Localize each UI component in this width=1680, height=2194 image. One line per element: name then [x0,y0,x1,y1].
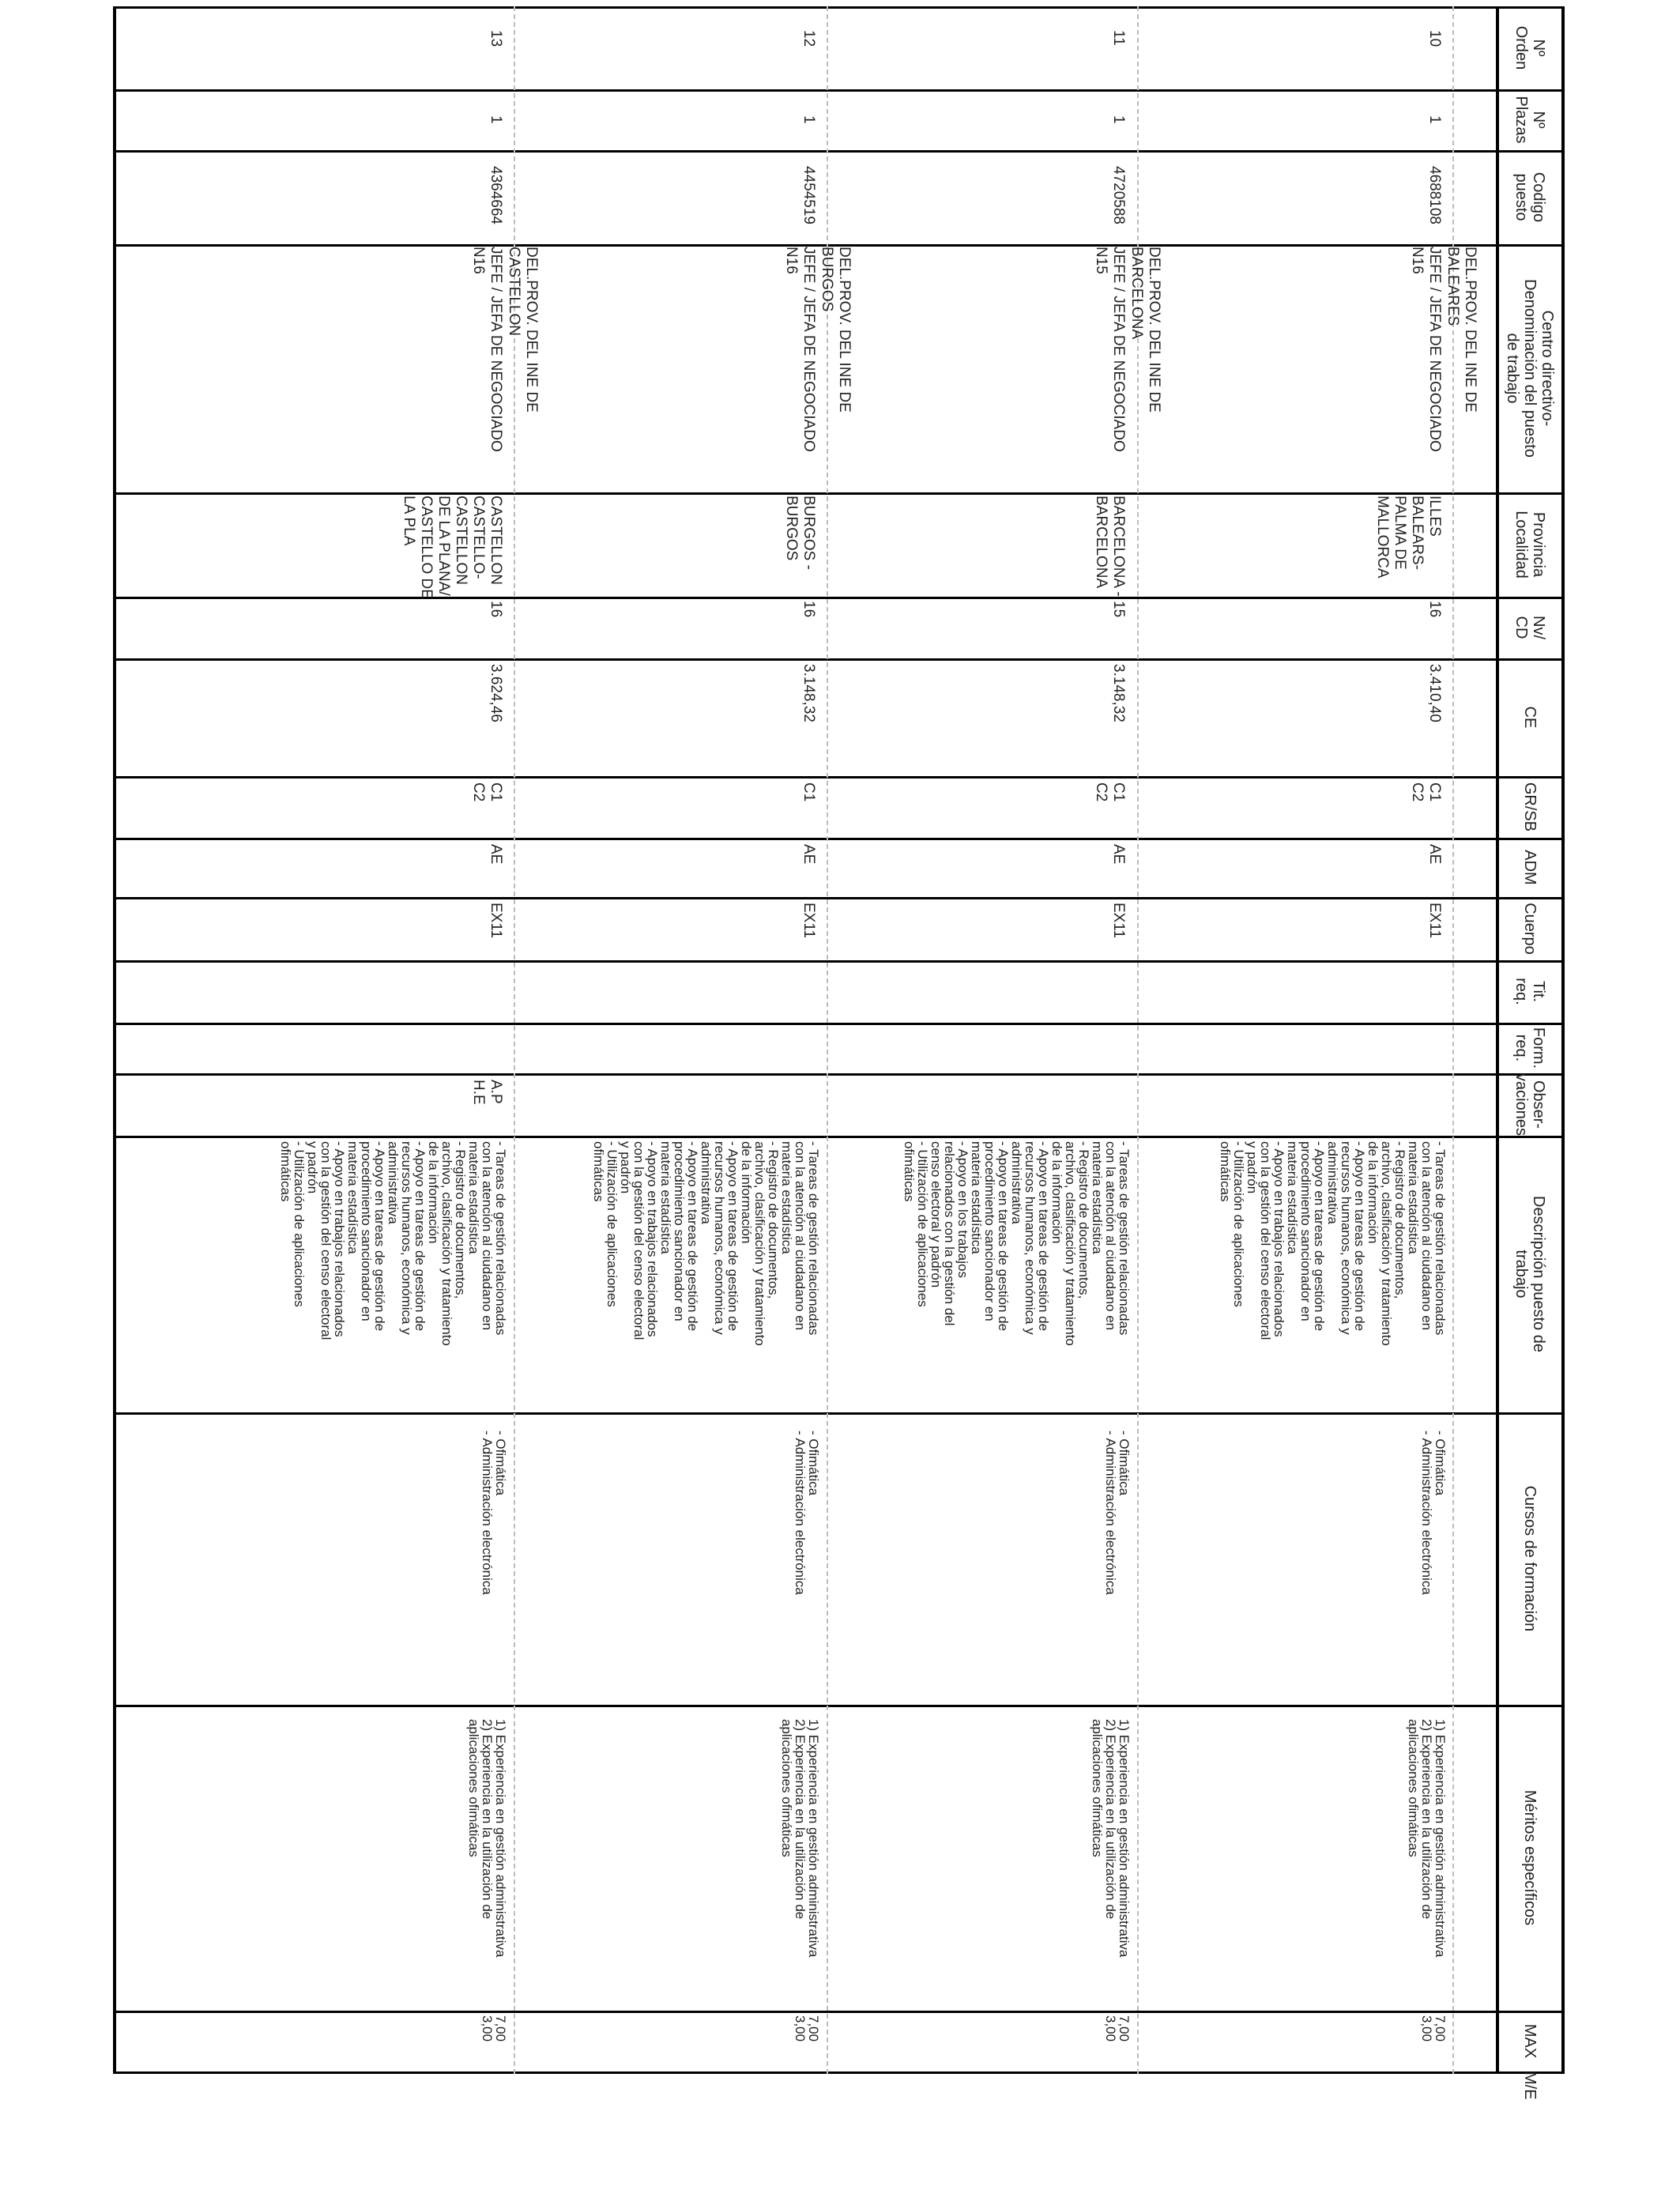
cell-provincia: BURGOS - BURGOS [783,496,817,570]
cell-grupo: C1 C2 [1093,782,1127,802]
cell-plazas: 1 [488,115,504,124]
cell-puesto: JEFE / JEFA DE NEGOCIADO N15 [1093,247,1127,452]
header-cursos: Cursos de formación [1521,1485,1539,1632]
cell-ce: 3.148,32 [1110,664,1127,722]
cell-orden: 11 [1110,30,1127,46]
cell-ce: 3.148,32 [800,664,817,722]
cell-descripcion: - Tareas de gestión relacionadas con la atención al ciudadano en materia estadística - Registro de documentos, archivo, clasificación y tratamiento de la información - Apoyo en tareas de gestión de recursos humanos, económica y administrativa - Apoyo en tareas de gestión de procedimiento sancionador en materia estadística - Apoyo en trabajos relacionados con la gestión del censo electoral y padrón - Utilización de aplicaciones ofimáticas [278,1141,508,1346]
cell-max: 7,00 3,00 [1103,2015,1132,2042]
cell-centro-unit: DEL.PROV. DEL INE DE BURGOS [819,247,853,413]
cell-plazas: 1 [1110,115,1127,124]
col-line-11 [114,1023,1565,1025]
cell-max: 7,00 3,00 [480,2015,508,2042]
cell-codigo: 4720588 [1110,166,1127,224]
cell-descripcion: - Tareas de gestión relacionadas con la atención al ciudadano en materia estadística - Registro de documentos, archivo, clasificación y tratamiento de la información - Apoyo en tareas de gestión de recursos humanos, económica y administrativa - Apoyo en tareas de gestión de procedimiento sancionador en materia estadística - Apoyo en los trabajos relacionados con la gestión del censo electoral y padrón - Utilización de aplicaciones ofimáticas [902,1141,1132,1346]
cell-descripcion: - Tareas de gestión relacionadas con la atención al ciudadano en materia estadística - Registro de documentos, archivo, clasificación y tratamiento de la información - Apoyo en tareas de gestión de recursos humanos, económica y administrativa - Apoyo en tareas de gestión de procedimiento sancionador en materia estadística - Apoyo en trabajos relacionados con la gestión del censo electoral y padrón - Utilización de aplicaciones ofimáticas [1218,1141,1448,1346]
header-ce: CE [1521,706,1539,729]
header-nivel: Nv/ CD [1512,616,1548,639]
col-line-6 [114,658,1565,661]
cell-puesto: JEFE / JEFA DE NEGOCIADO N16 [783,247,817,452]
header-cuerpo: Cuerpo [1521,903,1539,955]
cell-nivel: 15 [1110,601,1127,618]
col-line-13 [114,1136,1565,1138]
cell-cursos: - Ofimática - Administración electrónica [793,1431,821,1595]
header-adm: ADM [1521,850,1539,885]
cell-orden: 13 [488,30,504,47]
col-line-4 [114,492,1565,495]
cell-meritos: 1) Experiencia en gestión administrativa 2) Experiencia en la utilización de aplicaciones ofimáticas [466,1719,508,1958]
col-line-9 [114,897,1565,899]
header-plazas: Nº Plazas [1512,96,1548,144]
cell-centro-unit: DEL.PROV. DEL INE DE BALEARES [1445,247,1478,413]
cell-centro-unit: DEL.PROV. DEL INE DE CASTELLON [506,247,540,413]
cell-codigo: 4364664 [488,166,504,224]
col-line-0 [114,6,1565,9]
cell-cursos: - Ofimática - Administración electrónica [1103,1431,1132,1595]
header-tit: Tit. req. [1512,978,1548,1005]
cell-adm: AE [1426,844,1443,865]
header-orden: Nº Orden [1512,25,1548,70]
col-line-14 [114,1412,1565,1415]
col-line-7 [114,776,1565,778]
cell-cuerpo: EX11 [1426,903,1443,939]
col-line-16 [114,2011,1565,2013]
cell-provincia: CASTELLON CASTELLO- CASTELLON DE LA PLANA/ CASTELLO DE LA PLA [401,496,504,599]
cell-puesto: JEFE / JEFA DE NEGOCIADO N16 [1409,247,1443,452]
header-me: M/E [1521,2071,1539,2100]
cell-nivel: 16 [1426,601,1443,618]
cell-max: 7,00 3,00 [793,2015,821,2042]
header-descripcion: Descripción puesto de trabajo [1512,1196,1548,1352]
cell-meritos: 1) Experiencia en gestión administrativa 2) Experiencia en la utilización de aplicaciones ofimáticas [779,1719,821,1958]
cell-meritos: 1) Experiencia en gestión administrativa 2) Experiencia en la utilización de aplicaciones ofimáticas [1090,1719,1132,1958]
cell-obs: A.P H.E [470,1080,504,1105]
cell-max: 7,00 3,00 [1419,2015,1448,2042]
col-line-5 [114,597,1565,599]
cell-cuerpo: EX11 [488,903,504,939]
col-line-8 [114,838,1565,840]
col-line-10 [114,960,1565,963]
cell-cursos: - Ofimática - Administración electrónica [480,1431,508,1595]
cell-ce: 3.624,46 [488,664,504,722]
cell-grupo: C1 C2 [1409,782,1443,802]
header-centro: Centro directivo- Denominación del puesto de trabajo [1504,279,1557,458]
cell-orden: 12 [800,30,817,47]
cell-adm: AE [1110,844,1127,865]
header-form: Form. req. [1512,1027,1548,1069]
cell-provincia: BARCELONA - BARCELONA [1093,496,1127,597]
header-meritos: Méritos específicos [1521,1789,1539,1926]
cell-cuerpo: EX11 [800,903,817,939]
cell-puesto: JEFE / JEFA DE NEGOCIADO N16 [470,247,504,452]
cell-grupo: C1 C2 [470,782,504,802]
cell-provincia: ILLES BALEARS- PALMA DE MALLORCA [1374,496,1443,579]
col-line-2 [114,150,1565,153]
col-line-12 [114,1073,1565,1076]
header-obs: Obser- vaciones [1512,1073,1548,1136]
cell-nivel: 16 [488,601,504,618]
cell-cursos: - Ofimática - Administración electrónica [1419,1431,1448,1595]
table-top-border [1561,6,1565,2074]
cell-codigo: 4688108 [1426,166,1443,224]
cell-adm: AE [488,844,504,865]
cell-cuerpo: EX11 [1110,903,1127,939]
header-max: MAX [1521,2023,1539,2059]
cell-nivel: 16 [800,601,817,618]
cell-grupo: C1 [800,782,817,802]
header-codigo: Codigo puesto [1512,172,1548,223]
cell-adm: AE [800,844,817,865]
header-grupo: GR/SB [1521,782,1539,832]
cell-orden: 10 [1426,30,1443,47]
col-line-15 [114,1705,1565,1707]
cell-meritos: 1) Experiencia en gestión administrativa 2) Experiencia en la utilización de aplicaciones ofimáticas [1406,1719,1448,1958]
col-line-1 [114,89,1565,92]
cell-centro-unit: DEL.PROV. DEL INE DE BARCELONA [1128,247,1162,413]
col-line-17 [114,2071,1565,2074]
cell-ce: 3.410,40 [1426,664,1443,722]
header-provincia: Provincia Localidad [1512,511,1548,579]
cell-codigo: 4454519 [800,166,817,224]
cell-plazas: 1 [800,115,817,124]
table-bottom-border [113,6,116,2074]
cell-plazas: 1 [1426,115,1443,124]
cell-descripcion: - Tareas de gestión relacionadas con la atención al ciudadano en materia estadística - Registro de documentos, archivo, clasificación y tratamiento de la información - Apoyo en tareas de gestión de recursos humanos, económica y administrativa - Apoyo en tareas de gestión de procedimiento sancionador en materia estadística - Apoyo en trabajos relacionados con la gestión del censo electoral y padrón - Utilización de aplicaciones ofimáticas [591,1141,821,1346]
